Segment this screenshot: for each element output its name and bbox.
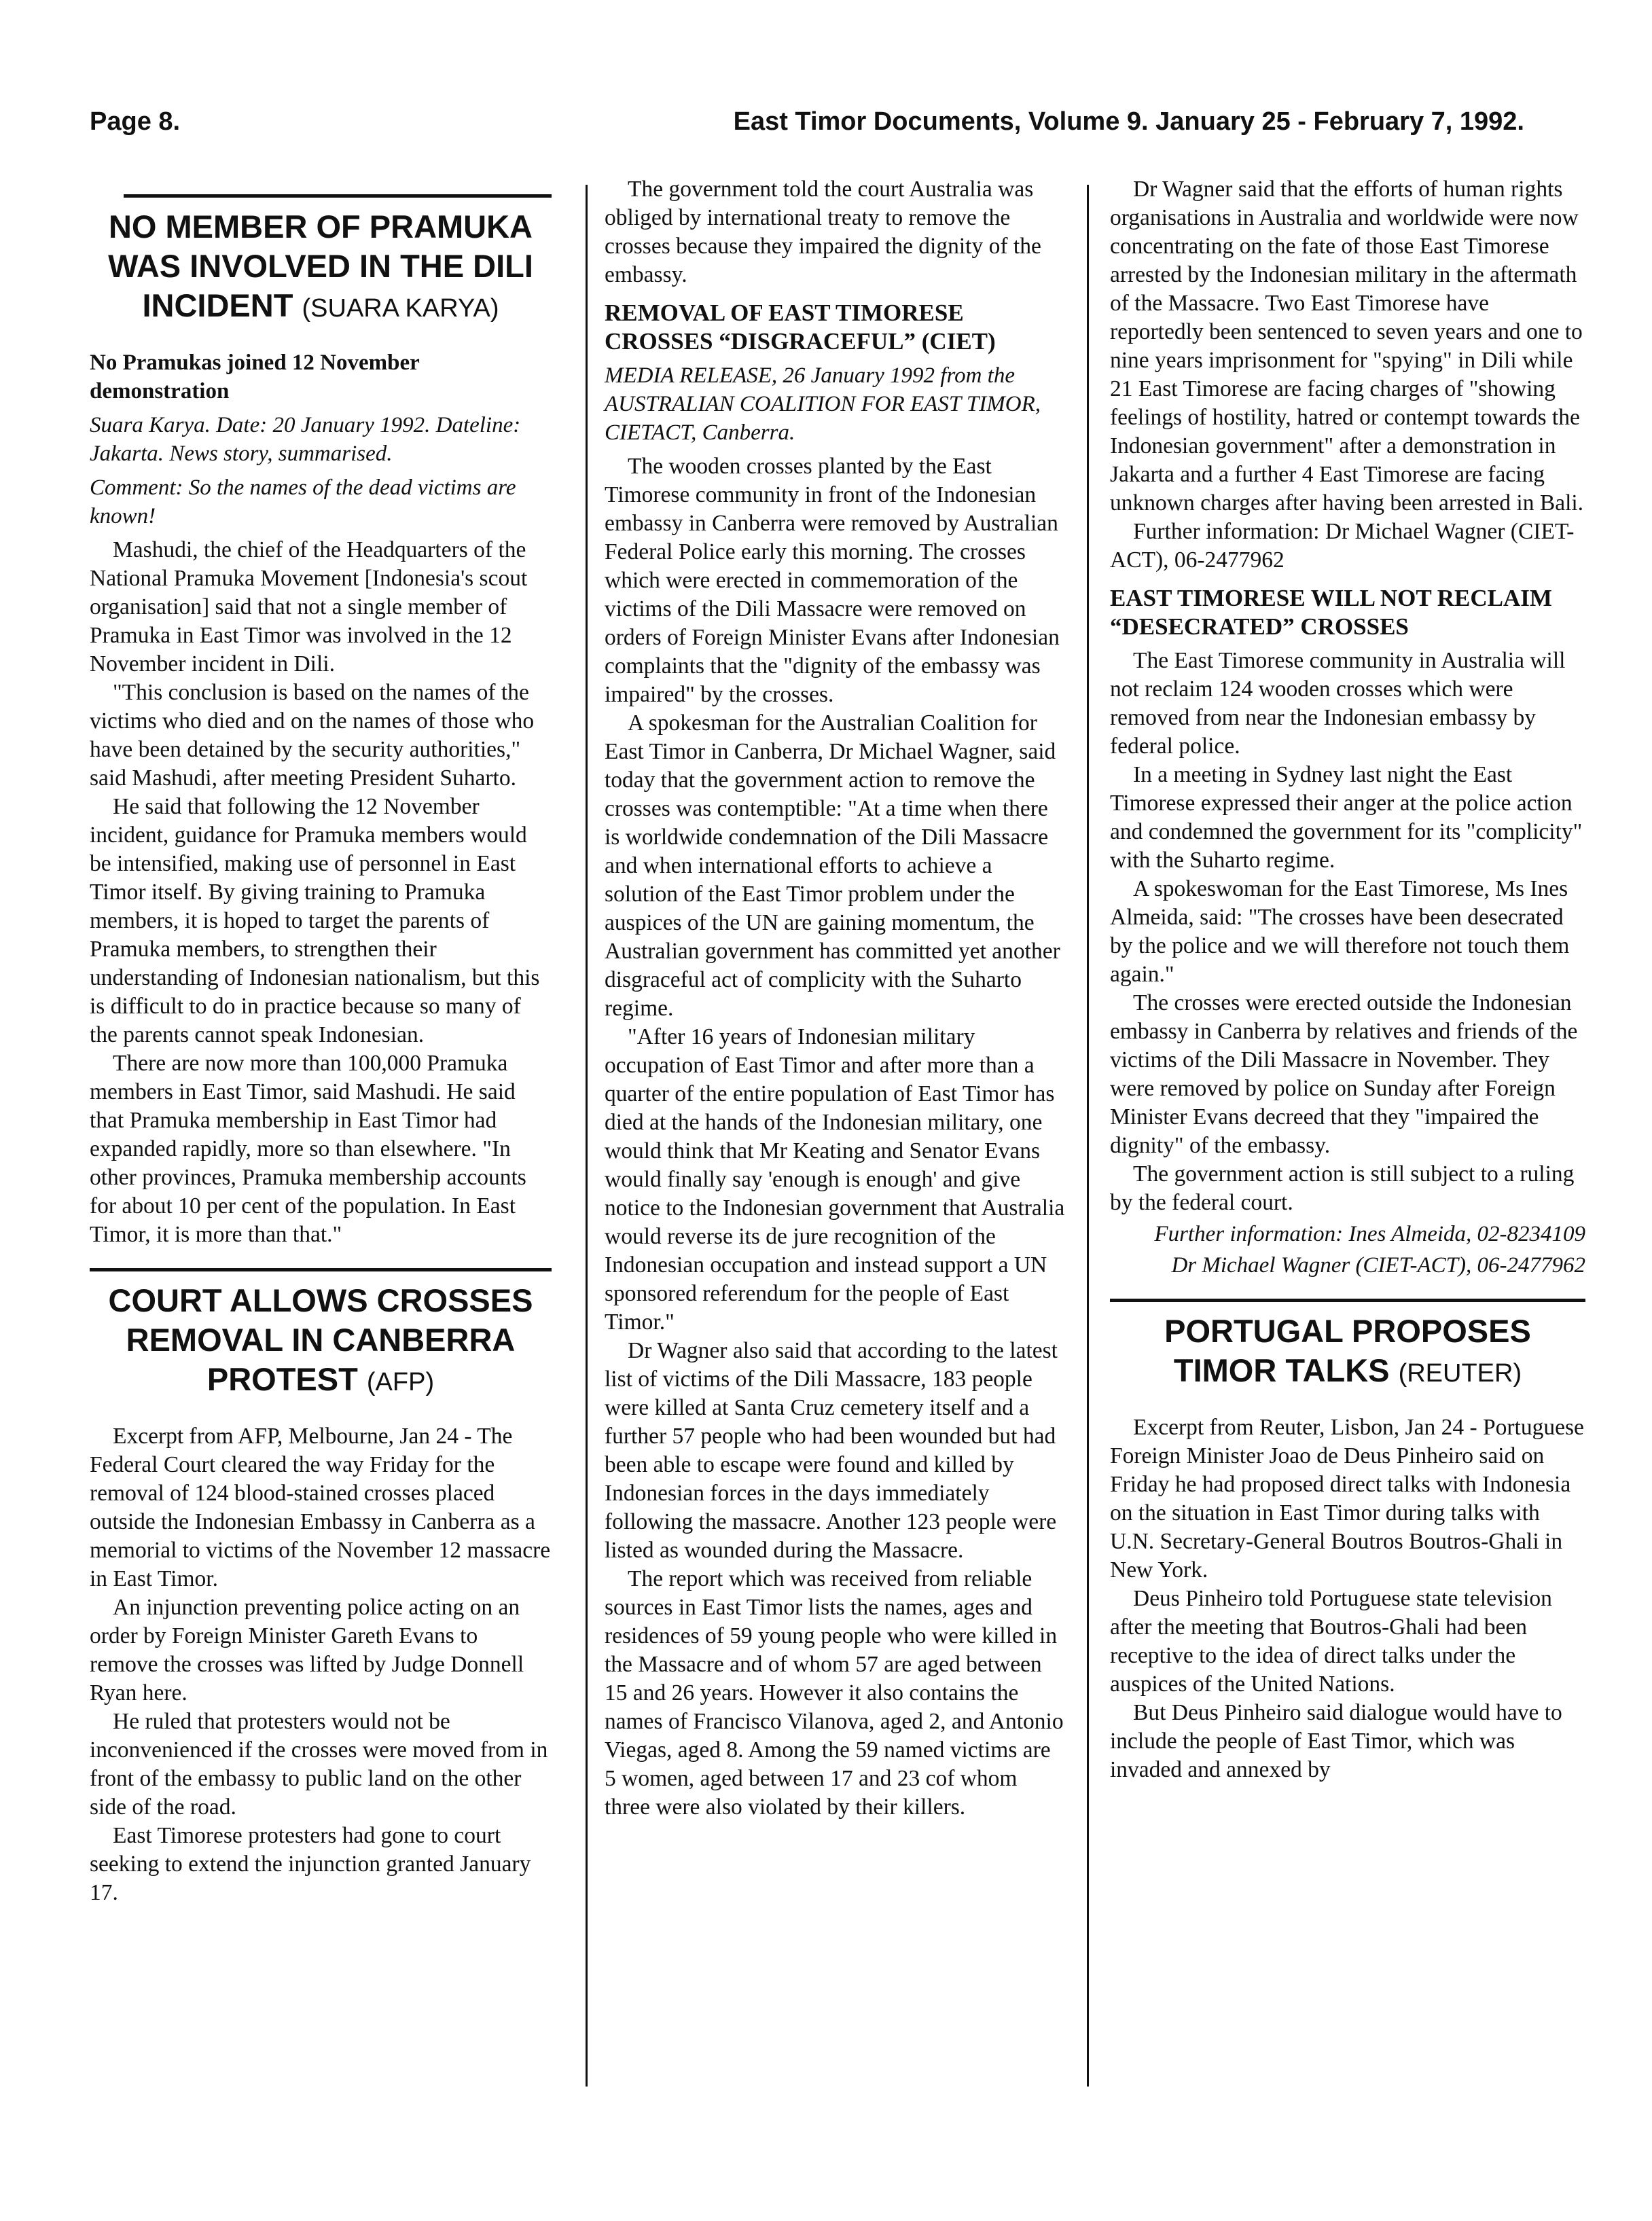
article-headline bbox=[1110, 1312, 1585, 1393]
paragraph: Deus Pinheiro told Portuguese state television after the meeting that Boutros-Ghali had been receptive to the idea of direct talks under the auspices of the United Nations. bbox=[1110, 1586, 1552, 1697]
section-rule bbox=[90, 1268, 552, 1271]
headline-text: COURT ALLOWS CROSSES REMOVAL IN CANBERRA PROTEST bbox=[108, 1282, 533, 1397]
headline-source: (AFP) bbox=[366, 1368, 435, 1396]
article-headline bbox=[90, 207, 552, 328]
section-rule bbox=[1110, 1299, 1585, 1302]
article-subhead: No Pramukas joined 12 November demonstration bbox=[90, 350, 420, 403]
paragraph: The report which was received from reliable sources in East Timor lists the names, ages and residences of 59 young people who were killed in the Massacre and of whom 57 are aged between 15 and 26 years. However it also contains the names of Francisco Vilanova, aged 2, and Antonio Viegas, aged 8. Among the 59 named victims are 5 women, aged between 17 and 23 cof whom three were also violated by their killers. bbox=[605, 1566, 1064, 1820]
paragraph: "This conclusion is based on the names of the victims who died and on the names of those who have been detained by the security authorities," said Mashudi, after meeting President Suharto. bbox=[90, 680, 535, 791]
paragraph: Dr Wagner said that the efforts of human rights organisations in Australia and worldwide were now concentrating on the fate of those East Timorese arrested by the Indonesian military in the aftermath of the Massacre. Two East Timorese have reportedly been sentenced to seven years and one to nine years imprisonment for "spying" in Dili while 21 East Timorese are facing charges of "showing feelings of hostility, hatred or contempt towards the Indonesian government" after a demonstration in Jakarta and a further 4 East Timorese are facing unknown charges after having been arrested in Bali. bbox=[1110, 177, 1584, 516]
article-headline bbox=[90, 1281, 552, 1402]
paragraph: Excerpt from AFP, Melbourne, Jan 24 - The Federal Court cleared the way Friday for the removal of 124 blood-stained crosses placed outside the Indonesian Embassy in Canberra as a memorial to victims of the November 12 massacre in East Timor. bbox=[90, 1424, 551, 1591]
paragraph: Further information: Dr Michael Wagner (CIET-ACT), 06-2477962 bbox=[1110, 519, 1575, 573]
article-headline: EAST TIMORESE WILL NOT RECLAIM “DESECRATED” CROSSES bbox=[1110, 585, 1552, 640]
paragraph: He said that following the 12 November incident, guidance for Pramuka members would be intensified, making use of personnel in East Timor itself. By giving training to Pramuka members, it is hoped to target the parents of Pramuka members, to strengthen their understanding of Indonesian nationalism, but this is difficult to do in practice because so many of the parents cannot speak Indonesian. bbox=[90, 794, 540, 1047]
headline-text: PORTUGAL PROPOSES TIMOR TALKS bbox=[1164, 1313, 1531, 1388]
paragraph: Mashudi, the chief of the Headquarters of the National Pramuka Movement [Indonesia's scout organisation] said that not a single member of Pramuka in East Timor was involved in the 12 November incident in Dili. bbox=[90, 537, 528, 676]
running-title: East Timor Documents, Volume 9. January 25 - February 7, 1992. bbox=[733, 107, 1524, 136]
paragraph: "After 16 years of Indonesian military occupation of East Timor and after more than a quarter of the entire population of East Timor has died at the hands of the Indonesian military, one would think that Mr Keating and Senator Evans would finally say 'enough is enough' and give notice to the Indonesian government that Australia would reverse its de jure recognition of the Indonesian occupation and instead support a UN sponsored referendum for the people of East Timor." bbox=[605, 1024, 1065, 1335]
headline-source: (REUTER) bbox=[1398, 1359, 1522, 1388]
page-header bbox=[90, 102, 1524, 143]
paragraph: The East Timorese community in Australia will not reclaim 124 wooden crosses which were removed from near the Indonesian embassy by federal police. bbox=[1110, 648, 1566, 759]
headline-source: (SUARA KARYA) bbox=[302, 294, 499, 323]
column-1 bbox=[90, 175, 552, 1907]
paragraph: He ruled that protesters would not be inconvenienced if the crosses were moved from in front of the embassy to public land on the other side of the road. bbox=[90, 1709, 548, 1820]
column-3 bbox=[1110, 175, 1585, 1784]
paragraph: The crosses were erected outside the Indonesian embassy in Canberra by relatives and friends of the victims of the Dili Massacre in November. They were removed by police on Sunday after Foreign Minister Evans decreed that they "impaired the dignity" of the embassy. bbox=[1110, 990, 1578, 1158]
paragraph: East Timorese protesters had gone to court seeking to extend the injunction granted January 17. bbox=[90, 1823, 531, 1905]
paragraph: A spokesman for the Australian Coalition for East Timor in Canberra, Dr Michael Wagner, said today that the government action to remove the crosses was contemptible: "At a time when there is worldwide condemnation of the Dili Massacre and when international efforts to achieve a solution of the East Timor problem under the auspices of the UN are gaining momentum, the Australian government has committed yet another disgraceful act of complicity with the Suharto regime. bbox=[605, 710, 1060, 1021]
paragraph: Excerpt from Reuter, Lisbon, Jan 24 - Portuguese Foreign Minister Joao de Deus Pinheiro said on Friday he had proposed direct talks with Indonesia on the situation in East Timor during talks with U.N. Secretary-General Boutros Boutros-Ghali in New York. bbox=[1110, 1415, 1584, 1583]
paragraph: But Deus Pinheiro said dialogue would have to include the people of East Timor, which was invaded and annexed by bbox=[1110, 1700, 1562, 1782]
paragraph: Dr Wagner also said that according to the latest list of victims of the Dili Massacre, 183 people were killed at Santa Cruz cemetery itself and a further 57 people who had been wounded but had been able to escape were found and killed by Indonesian forces in the days immediately following the massacre. Another 123 people were listed as wounded during the Massacre. bbox=[605, 1338, 1058, 1563]
paragraph: The government action is still subject to a ruling by the federal court. bbox=[1110, 1161, 1575, 1215]
paragraph: In a meeting in Sydney last night the East Timorese expressed their anger at the police action and condemned the government for its "complicity" with the Suharto regime. bbox=[1110, 762, 1583, 873]
page-number: Page 8. bbox=[90, 107, 181, 136]
article-dateline: Suara Karya. Date: 20 January 1992. Dateline: Jakarta. News story, summarised. bbox=[90, 413, 521, 466]
article-credit: Dr Michael Wagner (CIET-ACT), 06-2477962 bbox=[1171, 1253, 1585, 1278]
article-dateline: MEDIA RELEASE, 26 January 1992 from the AUSTRALIAN COALITION FOR EAST TIMOR, CIETACT, Canberra. bbox=[605, 363, 1041, 445]
column-divider bbox=[586, 185, 588, 2087]
article-headline: REMOVAL OF EAST TIMORESE CROSSES “DISGRACEFUL” (CIET) bbox=[605, 300, 996, 355]
paragraph: A spokeswoman for the East Timorese, Ms Ines Almeida, said: "The crosses have been desecrated by the police and we will therefore not touch them again." bbox=[1110, 876, 1570, 987]
article-comment: Comment: So the names of the dead victims are known! bbox=[90, 475, 516, 528]
article-credit: Further information: Ines Almeida, 02-8234109 bbox=[1154, 1222, 1585, 1246]
paragraph: The government told the court Australia was obliged by international treaty to remove the crosses because they impaired the dignity of the embassy. bbox=[605, 177, 1041, 287]
paragraph: An injunction preventing police acting on an order by Foreign Minister Gareth Evans to remove the crosses was lifted by Judge Donnell Ryan here. bbox=[90, 1595, 524, 1705]
section-rule bbox=[124, 194, 552, 198]
headline-text: NO MEMBER OF PRAMUKA WAS INVOLVED IN THE DILI INCIDENT bbox=[108, 209, 533, 323]
column-2 bbox=[605, 175, 1066, 1822]
column-divider bbox=[1087, 185, 1089, 2087]
paragraph: There are now more than 100,000 Pramuka members in East Timor, said Mashudi. He said that Pramuka membership in East Timor had expanded rapidly, more so than elsewhere. "In other provinces, Pramuka membership accounts for about 10 per cent of the population. In East Timor, it is more than that." bbox=[90, 1051, 526, 1247]
paragraph: The wooden crosses planted by the East Timorese community in front of the Indonesian embassy in Canberra were removed by Australian Federal Police early this morning. The crosses which were erected in commemoration of the victims of the Dili Massacre were removed on orders of Foreign Minister Evans after Indonesian complaints that the "dignity of the embassy was impaired" by the crosses. bbox=[605, 454, 1060, 707]
